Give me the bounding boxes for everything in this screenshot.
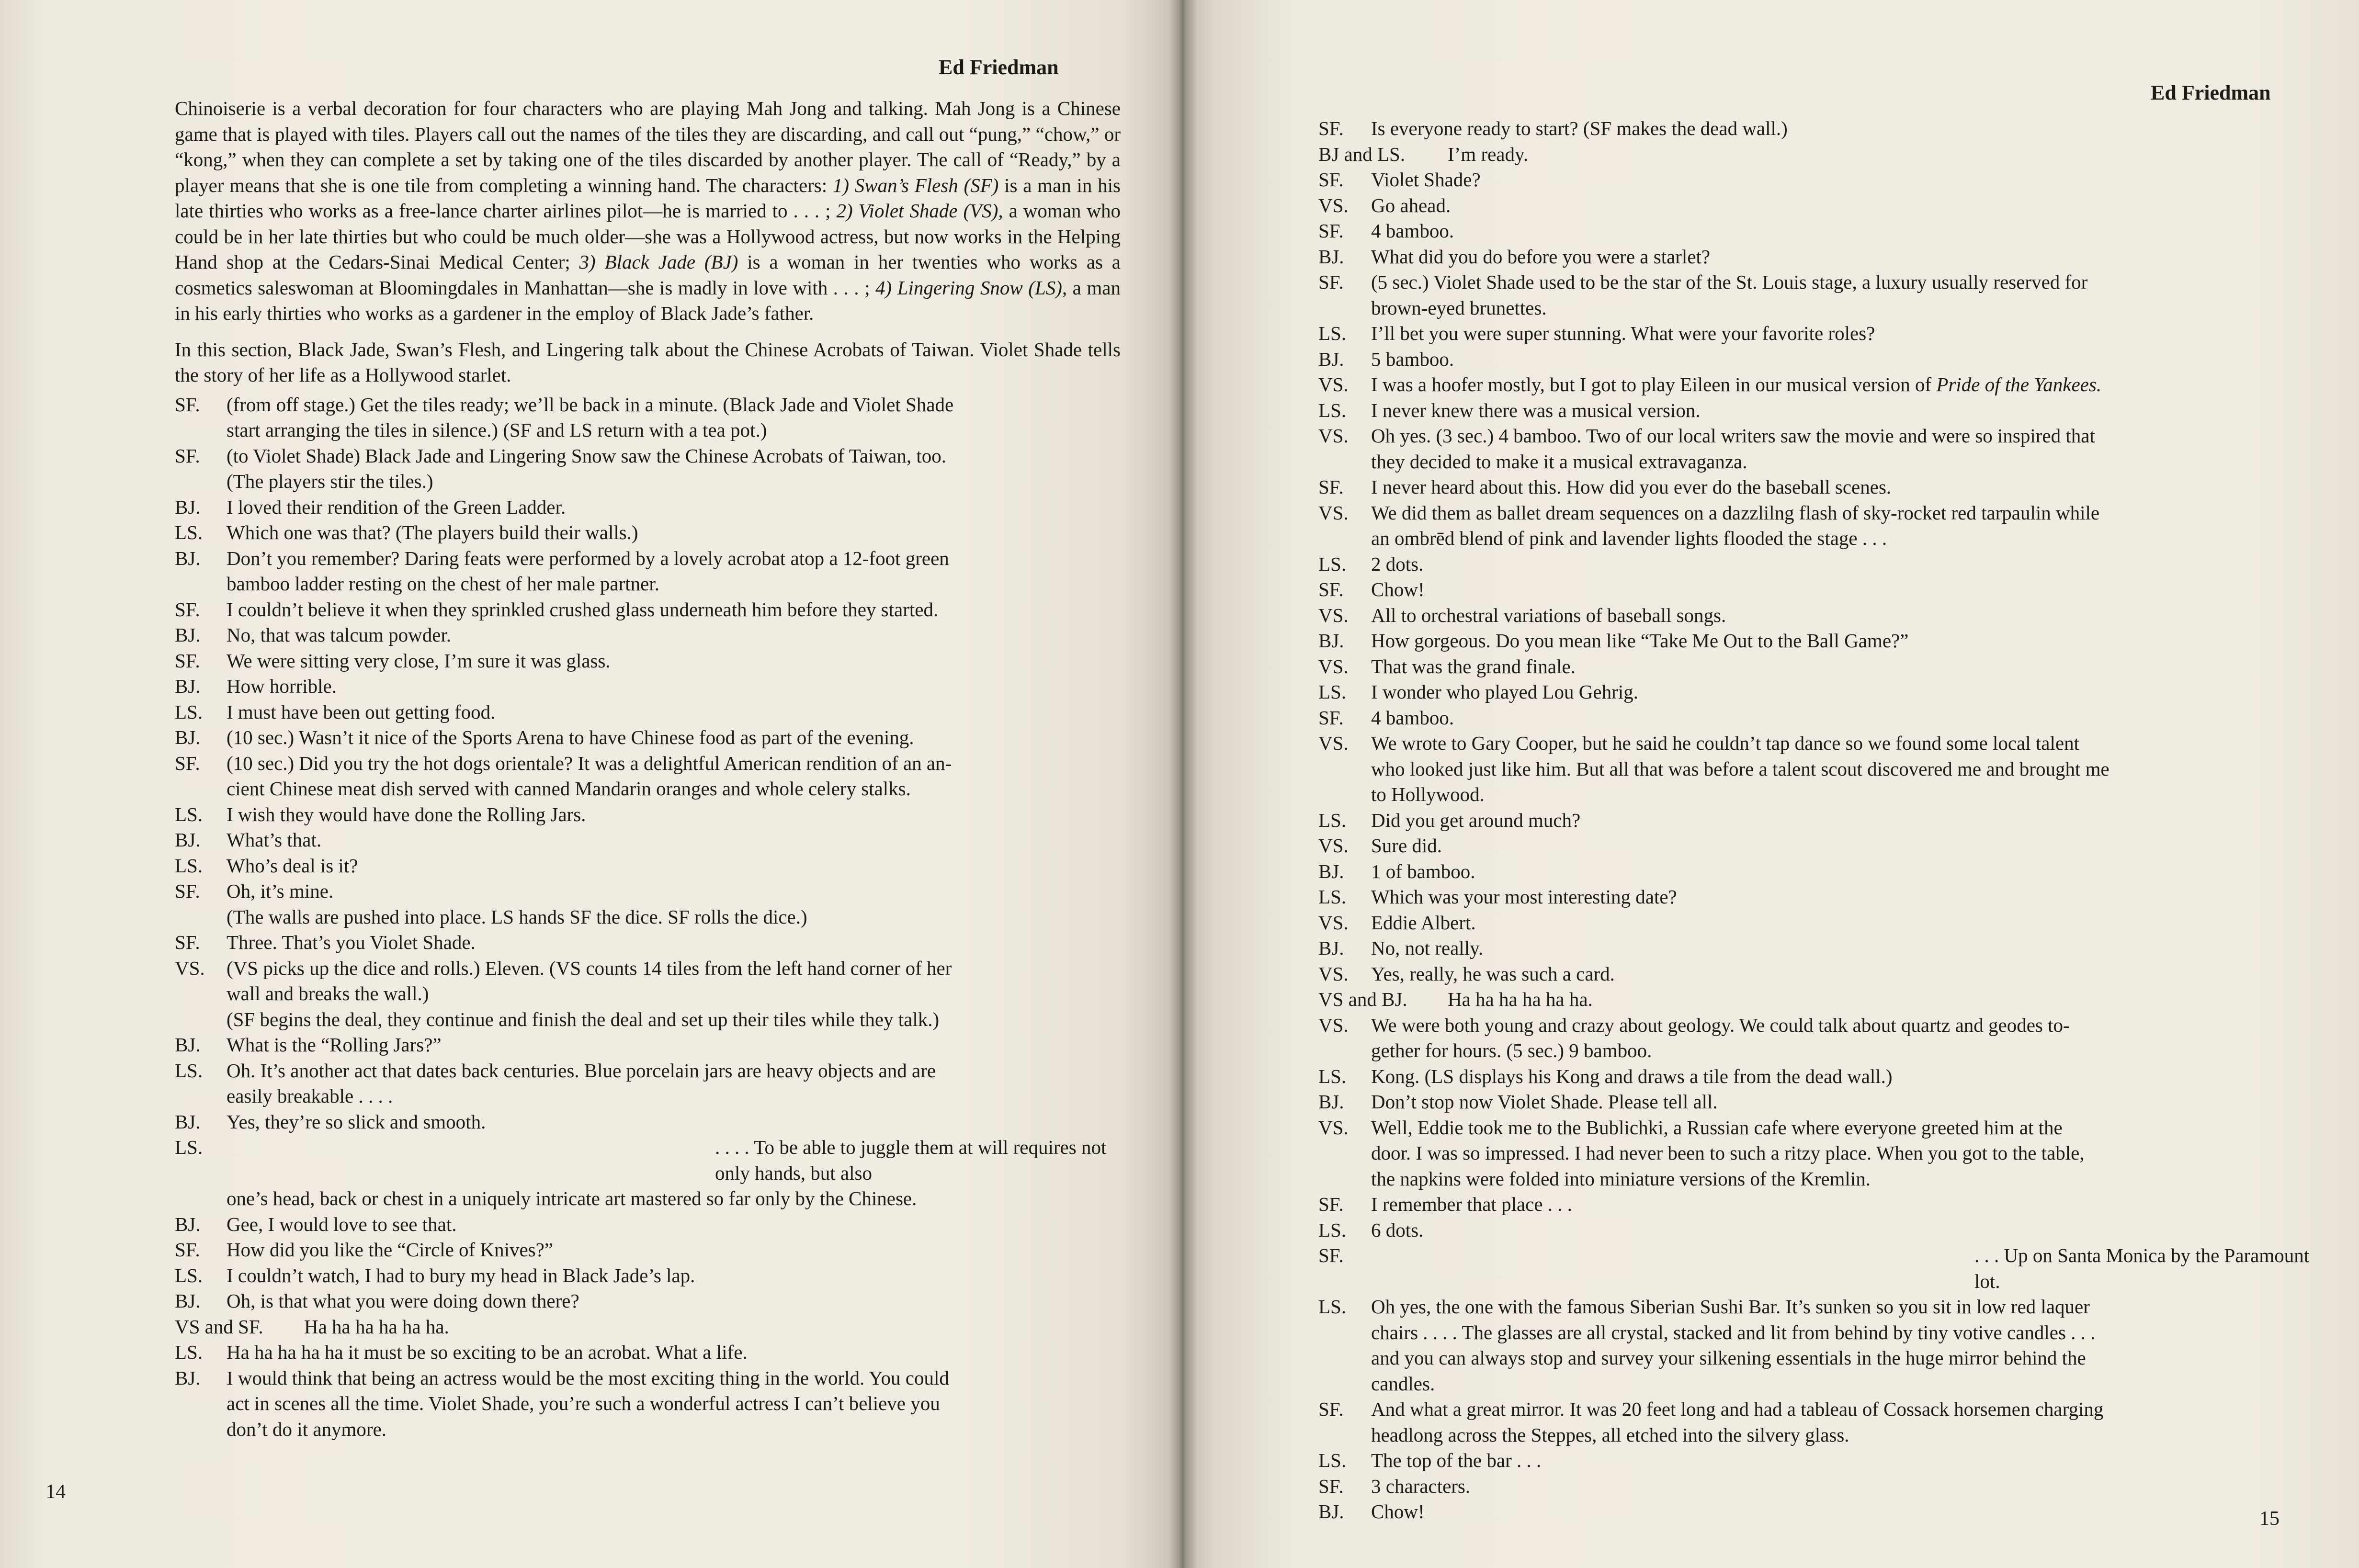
dialogue-text: I remember that place . . . — [1371, 1193, 1573, 1215]
dialogue-text: I was a hoofer mostly, but I got to play Eileen in our musical version of Pride of the Yankees. — [1371, 373, 2102, 395]
speaker-label: BJ. — [1318, 630, 1344, 652]
speaker-label: SF. — [175, 752, 200, 774]
speaker-label: VS. — [1318, 1116, 1349, 1139]
dialogue-line — [1318, 1038, 2324, 1064]
dialogue-text: What’s that. — [227, 829, 322, 851]
dialogue-text: Oh, is that what you were doing down there? — [227, 1290, 579, 1312]
dialogue-text: cient Chinese meat dish served with canned Mandarin oranges and whole celery stalks. — [227, 778, 911, 800]
dialogue-line — [175, 930, 1121, 956]
dialogue-text: Which one was that? (The players build their walls.) — [227, 521, 638, 543]
dialogue-text: act in scenes all the time. Violet Shade, you’re such a wonderful actress I can’t believe you — [227, 1392, 940, 1414]
speaker-label: BJ. — [175, 675, 201, 697]
dialogue-line — [175, 699, 1121, 725]
page-number: 15 — [2259, 1508, 2280, 1530]
speaker-label: SF. — [175, 444, 200, 467]
dialogue-text: All to orchestral variations of baseball songs. — [1371, 604, 1726, 626]
page-content — [175, 96, 1121, 1442]
dialogue-text: Well, Eddie took me to the Bublichki, a Russian cafe where everyone greeted him at the — [1371, 1116, 2063, 1139]
dialogue-text: to Hollywood. — [1371, 783, 1485, 805]
dialogue-line — [175, 1109, 1121, 1135]
dialogue-line — [175, 392, 1121, 418]
speaker-label: SF. — [1318, 169, 1344, 191]
speaker-label: VS. — [175, 957, 205, 979]
dialogue-text: I would think that being an actress would be the most exciting thing in the world. You could — [227, 1366, 949, 1389]
speaker-label: SF. — [1318, 1475, 1344, 1497]
dialogue-line — [1318, 1218, 2324, 1243]
dialogue-line — [1318, 1474, 2324, 1500]
speaker-label: VS. — [1318, 425, 1349, 447]
dialogue-line — [1318, 1422, 2324, 1448]
speaker-label: VS. — [1318, 962, 1349, 985]
speaker-label: BJ. — [1318, 245, 1344, 268]
dialogue-line — [175, 981, 1121, 1007]
dialogue-line — [175, 853, 1121, 879]
dialogue-text: What is the “Rolling Jars?” — [227, 1034, 442, 1056]
speaker-label: VS. — [1318, 604, 1349, 626]
dialogue-text: I’m ready. — [1448, 143, 1529, 165]
dialogue-text: We did them as ballet dream sequences on a dazzlilng flash of sky-rocket red tarpaulin while — [1371, 501, 2100, 524]
dialogue-text: I wish they would have done the Rolling Jars. — [227, 803, 586, 825]
dialogue-text: Yes, they’re so slick and smooth. — [227, 1110, 486, 1133]
dialogue-text: Ha ha ha ha ha ha. — [1448, 988, 1593, 1010]
dialogue-line — [1318, 756, 2324, 782]
dialogue-text: Ha ha ha ha ha it must be so exciting to be an acrobat. What a life. — [227, 1341, 748, 1363]
dialogue-text: easily breakable . . . . — [227, 1085, 393, 1107]
speaker-label: LS. — [1318, 1065, 1347, 1087]
speaker-label: VS. — [1318, 501, 1349, 524]
dialogue-line — [1318, 1166, 2324, 1192]
dialogue-list — [1318, 116, 2324, 1525]
dialogue-text: Yes, really, he was such a card. — [1371, 962, 1615, 985]
dialogue-line — [1318, 142, 2324, 168]
speaker-label: SF. — [1318, 1193, 1344, 1215]
dialogue-text: We were both young and crazy about geology. We could talk about quartz and geodes to- — [1371, 1014, 2070, 1036]
dialogue-line — [175, 776, 1121, 802]
dialogue-text: (from off stage.) Get the tiles ready; we’ll be back in a minute. (Black Jade and Violet Shade — [227, 393, 954, 416]
dialogue-line — [1318, 884, 2324, 910]
speaker-label: VS. — [1318, 732, 1349, 754]
dialogue-line — [175, 1263, 1121, 1289]
dialogue-text: Kong. (LS displays his Kong and draws a tile from the dead wall.) — [1371, 1065, 1893, 1087]
dialogue-line — [175, 751, 1121, 777]
speaker-label: VS. — [1318, 194, 1349, 216]
speaker-label: BJ. — [175, 726, 201, 748]
speaker-label: LS. — [1318, 809, 1347, 831]
dialogue-text: 3 characters. — [1371, 1475, 1471, 1497]
dialogue-text: (5 sec.) Violet Shade used to be the star of the St. Louis stage, a luxury usually reserved for — [1371, 271, 2088, 293]
speaker-label: VS. — [1318, 373, 1349, 395]
dialogue-line — [1318, 808, 2324, 834]
dialogue-line — [175, 1391, 1121, 1417]
dialogue-text: Is everyone ready to start? (SF makes the dead wall.) — [1371, 117, 1788, 139]
speaker-label: BJ. — [175, 547, 201, 569]
dialogue-line — [175, 443, 1121, 469]
dialogue-text: who looked just like him. But all that was before a talent scout discovered me and brought me — [1371, 757, 2109, 780]
dialogue-text: they decided to make it a musical extravaganza. — [1371, 450, 1747, 473]
speaker-label: BJ. — [175, 1034, 201, 1056]
dialogue-line — [1318, 1397, 2324, 1422]
speaker-label: LS. — [175, 1341, 203, 1363]
speaker-label: LS. — [1318, 681, 1347, 703]
dialogue-text: and you can always stop and survey your silkening essentials in the huge mirror behind the — [1371, 1347, 2086, 1369]
dialogue-text: That was the grand finale. — [1371, 655, 1576, 677]
dialogue-line — [1318, 1345, 2324, 1371]
dialogue-text: How did you like the “Circle of Knives?” — [227, 1239, 554, 1261]
speaker-label: LS. — [1318, 1296, 1347, 1318]
speaker-label: BJ. — [1318, 1091, 1344, 1113]
dialogue-text: Which was your most interesting date? — [1371, 886, 1677, 908]
dialogue-text: headlong across the Steppes, all etched into the silvery glass. — [1371, 1423, 1849, 1446]
dialogue-text: (The players stir the tiles.) — [227, 470, 433, 492]
speaker-label: LS. — [1318, 886, 1347, 908]
dialogue-line — [1318, 654, 2324, 680]
dialogue-line — [1318, 1192, 2324, 1218]
speaker-label: SF. — [175, 880, 200, 902]
dialogue-line — [1318, 116, 2324, 142]
dialogue-text: (10 sec.) Wasn’t it nice of the Sports Arena to have Chinese food as part of the evening. — [227, 726, 914, 748]
dialogue-text: 2 dots. — [1371, 553, 1424, 575]
dialogue-line — [1318, 1013, 2324, 1038]
speaker-label: BJ and LS. — [1318, 143, 1406, 165]
page-number: 14 — [45, 1481, 66, 1503]
section-paragraph: In this section, Black Jade, Swan’s Flesh, and Lingering talk about the Chinese Acrobats of Taiwan. Violet Shade tells the story of her life as a Hollywood starlet. — [175, 338, 1121, 386]
dialogue-list — [175, 392, 1121, 1443]
dialogue-line — [1318, 936, 2324, 961]
dialogue-text: Chow! — [1371, 1500, 1425, 1523]
speaker-label: SF. — [1318, 1398, 1344, 1420]
speaker-label: SF. — [175, 598, 200, 620]
dialogue-line — [1318, 1499, 2324, 1525]
dialogue-line — [1318, 449, 2324, 475]
dialogue-text: bamboo ladder resting on the chest of her male partner. — [227, 573, 659, 595]
dialogue-text: I never knew there was a musical version. — [1371, 399, 1701, 421]
dialogue-text: (SF begins the deal, they continue and finish the deal and set up their tiles while they talk.) — [227, 1008, 940, 1030]
dialogue-text: And what a great mirror. It was 20 feet long and had a tableau of Cossack horsemen charging — [1371, 1398, 2104, 1420]
dialogue-text: 6 dots. — [1371, 1218, 1424, 1241]
speaker-label: LS. — [175, 803, 203, 825]
dialogue-line — [175, 546, 1121, 572]
dialogue-text: We were sitting very close, I’m sure it was glass. — [227, 649, 611, 672]
speaker-label: SF. — [175, 649, 200, 672]
dialogue-text: Don’t you remember? Daring feats were performed by a lovely acrobat atop a 12-foot green — [227, 547, 949, 569]
speaker-label: BJ. — [175, 1366, 201, 1389]
dialogue-text: Oh, it’s mine. — [227, 880, 334, 902]
speaker-label: VS. — [1318, 911, 1349, 934]
dialogue-line — [1318, 782, 2324, 808]
speaker-label: BJ. — [1318, 1500, 1344, 1523]
dialogue-text: I wonder who played Lou Gehrig. — [1371, 681, 1638, 703]
speaker-label: LS. — [175, 854, 203, 877]
dialogue-line — [175, 1007, 1121, 1033]
dialogue-text: Eddie Albert. — [1371, 911, 1476, 934]
dialogue-line — [1318, 679, 2324, 705]
speaker-label: VS and SF. — [175, 1315, 263, 1338]
dialogue-line — [1318, 526, 2324, 552]
dialogue-line — [1318, 1243, 2324, 1294]
speaker-label: LS. — [1318, 1218, 1347, 1241]
dialogue-line — [175, 802, 1121, 828]
dialogue-text: 4 bamboo. — [1371, 706, 1454, 729]
speaker-label: LS. — [175, 521, 203, 543]
dialogue-line — [1318, 398, 2324, 424]
dialogue-text: (The walls are pushed into place. LS hands SF the dice. SF rolls the dice.) — [227, 905, 807, 928]
dialogue-line — [175, 1417, 1121, 1443]
dialogue-line — [1318, 859, 2324, 885]
dialogue-text: How gorgeous. Do you mean like “Take Me Out to the Ball Game?” — [1371, 630, 1909, 652]
dialogue-text: Sure did. — [1371, 835, 1442, 857]
speaker-label: LS. — [1318, 1449, 1347, 1471]
dialogue-text: I’ll bet you were super stunning. What were your favorite roles? — [1371, 322, 1875, 344]
running-header: Ed Friedman — [939, 56, 1059, 79]
dialogue-line — [175, 1083, 1121, 1109]
speaker-label: BJ. — [1318, 348, 1344, 370]
dialogue-line — [175, 1032, 1121, 1058]
dialogue-text: . . . Up on Santa Monica by the Paramount lot. — [1974, 1244, 2310, 1292]
dialogue-text: I couldn’t watch, I had to bury my head in Black Jade’s lap. — [227, 1264, 695, 1286]
dialogue-text: Violet Shade? — [1371, 169, 1481, 191]
dialogue-text: wall and breaks the wall.) — [227, 982, 429, 1004]
dialogue-text: door. I was so impressed. I had never been to such a ritzy place. When you got to the table, — [1371, 1142, 2085, 1164]
dialogue-line — [1318, 321, 2324, 347]
dialogue-line — [1318, 1064, 2324, 1090]
dialogue-line — [175, 622, 1121, 648]
dialogue-text: (VS picks up the dice and rolls.) Eleven. (VS counts 14 tiles from the left hand corner of her — [227, 957, 952, 979]
dialogue-line — [175, 648, 1121, 674]
dialogue-text: 5 bamboo. — [1371, 348, 1454, 370]
dialogue-line — [175, 1186, 1121, 1212]
dialogue-text: Ha ha ha ha ha ha. — [304, 1315, 449, 1338]
dialogue-line — [1318, 603, 2324, 629]
dialogue-text: Oh. It’s another act that dates back centuries. Blue porcelain jars are heavy objects and are — [227, 1059, 936, 1082]
dialogue-text: No, that was talcum powder. — [227, 624, 452, 646]
dialogue-line — [1318, 1448, 2324, 1474]
dialogue-text: Go ahead. — [1371, 194, 1451, 216]
dialogue-text: don’t do it anymore. — [227, 1418, 387, 1440]
speaker-label: BJ. — [175, 1290, 201, 1312]
dialogue-text: an ombrēd blend of pink and lavender lights flooded the stage . . . — [1371, 527, 1887, 549]
dialogue-text: How horrible. — [227, 675, 337, 697]
speaker-label: SF. — [1318, 476, 1344, 498]
dialogue-line — [1318, 1089, 2324, 1115]
speaker-label: LS. — [175, 700, 203, 723]
dialogue-text: Did you get around much? — [1371, 809, 1581, 831]
speaker-label: BJ. — [175, 624, 201, 646]
dialogue-line — [175, 1135, 1121, 1186]
dialogue-text: I couldn’t believe it when they sprinkled crushed glass underneath him before they started. — [227, 598, 939, 620]
dialogue-line — [1318, 295, 2324, 321]
speaker-label: BJ. — [175, 1110, 201, 1133]
dialogue-line — [175, 520, 1121, 546]
speaker-label: LS. — [175, 1264, 203, 1286]
dialogue-line — [175, 417, 1121, 443]
speaker-label: LS. — [1318, 553, 1347, 575]
dialogue-line — [175, 725, 1121, 751]
dialogue-line — [175, 1340, 1121, 1365]
dialogue-text: Oh yes, the one with the famous Siberian Sushi Bar. It’s sunken so you sit in low red laquer — [1371, 1296, 2090, 1318]
dialogue-text: Three. That’s you Violet Shade. — [227, 931, 476, 953]
dialogue-line — [1318, 552, 2324, 577]
dialogue-line — [175, 469, 1121, 495]
speaker-label: SF. — [1318, 1244, 1344, 1266]
dialogue-line — [175, 879, 1121, 904]
intro-paragraph: Chinoiserie is a verbal decoration for four characters who are playing Mah Jong and talking. Mah Jong is a Chinese game that is played with tiles. Players call out the names of the tiles they are discarding, and call out “pung,” “chow,” or “kong,” when they can complete a set by taking one of the tiles discarded by another player. The call of “Ready,” by a player means that she is one tile from completing a winning hand. The characters: 1) Swan’s Flesh (SF) is a man in his late thirties who works as a free-lance charter airlines pilot—he is married to . . . ; 2) Violet Shade (VS), a woman who could be in her late thirties but who could be much older—she was a Hollywood actress, but now works in the Helping Hand shop at the Cedars-Sinai Medical Center; 3) Black Jade (BJ) is a woman in her twenties who works as a cosmetics saleswoman at Bloomingdales in Manhattan—she is madly in love with . . . ; 4) Lingering Snow (LS), a man in his early thirties who works as a gardener in the employ of Black Jade’s father. — [175, 97, 1121, 324]
speaker-label: LS. — [1318, 399, 1347, 421]
dialogue-text: Gee, I would love to see that. — [227, 1213, 457, 1235]
dialogue-line — [1318, 833, 2324, 859]
dialogue-text: . . . . To be able to juggle them at will requires not only hands, but also — [715, 1136, 1107, 1184]
dialogue-line — [1318, 372, 2324, 398]
dialogue-text: I loved their rendition of the Green Ladder. — [227, 496, 566, 518]
speaker-label: SF. — [175, 931, 200, 953]
dialogue-line — [175, 674, 1121, 699]
dialogue-line — [175, 1365, 1121, 1391]
dialogue-text: I must have been out getting food. — [227, 700, 496, 723]
dialogue-text: candles. — [1371, 1372, 1435, 1395]
dialogue-line — [175, 597, 1121, 623]
dialogue-line — [1318, 167, 2324, 193]
dialogue-text: The top of the bar . . . — [1371, 1449, 1542, 1471]
dialogue-line — [175, 1058, 1121, 1084]
dialogue-text: We wrote to Gary Cooper, but he said he couldn’t tap dance so we found some local talent — [1371, 732, 2079, 754]
dialogue-text: start arranging the tiles in silence.) (SF and LS return with a tea pot.) — [227, 419, 767, 441]
dialogue-text: one’s head, back or chest in a uniquely intricate art mastered so far only by the Chinese. — [227, 1187, 917, 1209]
speaker-label: VS. — [1318, 1014, 1349, 1036]
dialogue-text: No, not really. — [1371, 937, 1484, 959]
dialogue-line — [175, 956, 1121, 981]
dialogue-line — [1318, 244, 2324, 270]
speaker-label: VS and BJ. — [1318, 988, 1407, 1010]
dialogue-line — [1318, 577, 2324, 603]
speaker-label: SF. — [1318, 271, 1344, 293]
dialogue-text: Who’s deal is it? — [227, 854, 358, 877]
dialogue-text: the napkins were folded into miniature versions of the Kremlin. — [1371, 1167, 1871, 1190]
speaker-label: VS. — [1318, 655, 1349, 677]
dialogue-line — [175, 827, 1121, 853]
page-content — [1318, 116, 2324, 1525]
speaker-label: LS. — [175, 1136, 203, 1158]
dialogue-line — [1318, 1294, 2324, 1320]
dialogue-line — [1318, 705, 2324, 731]
speaker-label: SF. — [1318, 578, 1344, 600]
speaker-label: SF. — [175, 393, 200, 416]
speaker-label: SF. — [1318, 117, 1344, 139]
dialogue-text: gether for hours. (5 sec.) 9 bamboo. — [1371, 1039, 1652, 1061]
dialogue-line — [1318, 474, 2324, 500]
dialogue-text: (10 sec.) Did you try the hot dogs orientale? It was a delightful American rendition of an an- — [227, 752, 952, 774]
dialogue-line — [1318, 1320, 2324, 1346]
dialogue-text: Oh yes. (3 sec.) 4 bamboo. Two of our local writers saw the movie and were so inspired that — [1371, 425, 2095, 447]
dialogue-line — [175, 1314, 1121, 1340]
dialogue-text: 1 of bamboo. — [1371, 860, 1475, 882]
speaker-label: BJ. — [175, 1213, 201, 1235]
dialogue-line — [1318, 1115, 2324, 1141]
dialogue-line — [175, 571, 1121, 597]
dialogue-text: (to Violet Shade) Black Jade and Lingering Snow saw the Chinese Acrobats of Taiwan, too. — [227, 444, 947, 467]
speaker-label: LS. — [175, 1059, 203, 1082]
dialogue-line — [175, 1212, 1121, 1238]
dialogue-line — [1318, 218, 2324, 244]
dialogue-line — [1318, 423, 2324, 449]
speaker-label: SF. — [175, 1239, 200, 1261]
speaker-label: BJ. — [175, 496, 201, 518]
dialogue-text: chairs . . . . The glasses are all crystal, stacked and lit from behind by tiny votive candles . . . — [1371, 1321, 2096, 1343]
dialogue-text: 4 bamboo. — [1371, 220, 1454, 242]
dialogue-text: brown-eyed brunettes. — [1371, 296, 1547, 319]
dialogue-line — [175, 1237, 1121, 1263]
running-header: Ed Friedman — [2151, 81, 2271, 104]
dialogue-line — [1318, 193, 2324, 219]
right-page — [1180, 0, 2359, 1568]
dialogue-line — [1318, 628, 2324, 654]
speaker-label: LS. — [1318, 322, 1347, 344]
dialogue-line — [1318, 500, 2324, 526]
dialogue-line — [1318, 961, 2324, 987]
dialogue-line — [175, 1288, 1121, 1314]
dialogue-text: I never heard about this. How did you ever do the baseball scenes. — [1371, 476, 1892, 498]
speaker-label: BJ. — [1318, 860, 1344, 882]
speaker-label: BJ. — [1318, 937, 1344, 959]
dialogue-line — [1318, 910, 2324, 936]
dialogue-line — [1318, 270, 2324, 295]
speaker-label: SF. — [1318, 706, 1344, 729]
dialogue-text: Chow! — [1371, 578, 1425, 600]
dialogue-line — [1318, 1371, 2324, 1397]
dialogue-line — [175, 904, 1121, 930]
dialogue-text: Don’t stop now Violet Shade. Please tell all. — [1371, 1091, 1718, 1113]
dialogue-line — [1318, 347, 2324, 372]
speaker-label: SF. — [1318, 220, 1344, 242]
speaker-label: VS. — [1318, 835, 1349, 857]
dialogue-line — [175, 495, 1121, 520]
dialogue-line — [1318, 987, 2324, 1013]
dialogue-line — [1318, 731, 2324, 756]
speaker-label: BJ. — [175, 829, 201, 851]
dialogue-line — [1318, 1140, 2324, 1166]
dialogue-text: What did you do before you were a starlet? — [1371, 245, 1711, 268]
